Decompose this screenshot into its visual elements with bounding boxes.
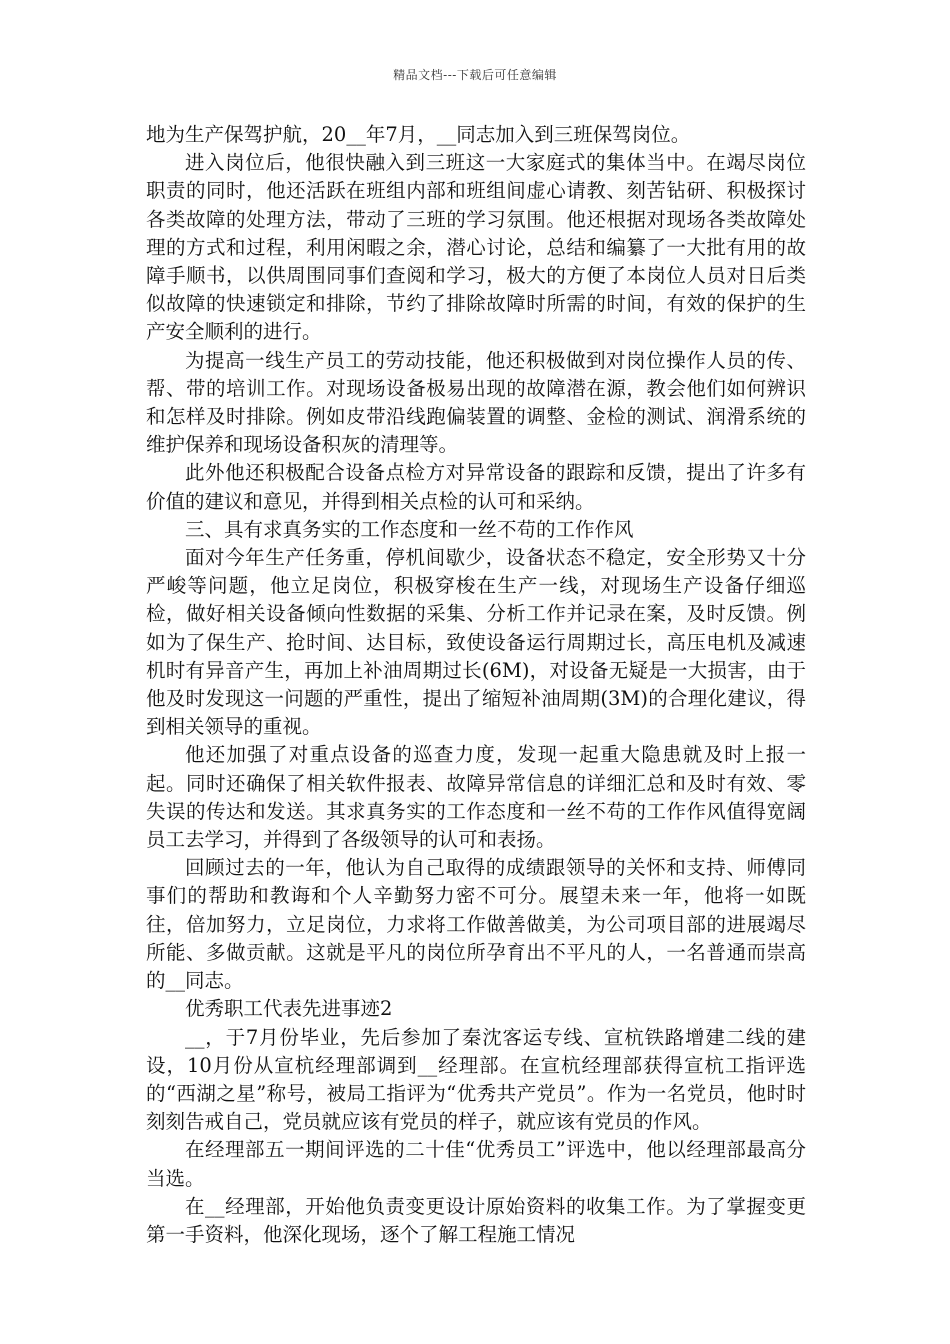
paragraph: 优秀职工代表先进事迹2 — [185, 997, 393, 1021]
paragraph: 进入岗位后，他很快融入到三班这一大家庭式的集体当中。在竭尽岗位职责的同时，他还活跃在班组内部和班组间虚心请教、刻苦钻研、积极探讨各类故障的处理方法，带动了三班的学习氛围。他还根据对现场各类故障处理的方式和过程，利用闲暇之余，潜心讨论，总结和编纂了一大批有用的故障手顺书，以供周围同事们查阅和学习，极大的方便了本岗位人员对日后类似故障的快速锁定和排除，节约了排除故障时所需的时间，有效的保护的生产安全顺利的进行。 — [146, 151, 806, 344]
paragraph: __，于7月份毕业，先后参加了秦沈客运专线、宣杭铁路增建二线的建设，10月份从宣杭经理部调到__经理部。在宣杭经理部获得宣杭工指评选的“西湖之星”称号，被局工指评为“优秀共产党员”。作为一名党员，他时时刻刻告戒自己，党员就应该有党员的样子，就应该有党员的作风。 — [146, 1025, 806, 1134]
paragraph: 地为生产保驾护航，20__年7月，__同志加入到三班保驾岗位。 — [146, 123, 691, 146]
paragraph: 在__经理部，开始他负责变更设计原始资料的收集工作。为了掌握变更第一手资料，他深化现场，逐个了解工程施工情况 — [146, 1194, 806, 1246]
paragraph: 为提高一线生产员工的劳动技能，他还积极做到对岗位操作人员的传、帮、带的培训工作。对现场设备极易出现的故障潜在源，教会他们如何辨识和怎样及时排除。例如皮带沿线跑偏装置的调整、金检的测试、润滑系统的维护保养和现场设备积灰的清理等。 — [146, 348, 806, 457]
paragraph: 此外他还积极配合设备点检方对异常设备的跟踪和反馈，提出了许多有价值的建议和意见，并得到相关点检的认可和采纳。 — [146, 461, 806, 513]
paragraph: 回顾过去的一年，他认为自己取得的成绩跟领导的关怀和支持、师傅同事们的帮助和教诲和个人辛勤努力密不可分。展望未来一年，他将一如既往，倍加努力，立足岗位，力求将工作做善做美，为公司项目部的进展竭尽所能、多做贡献。这就是平凡的岗位所孕育出不平凡的人，一名普通而崇高的__同志。 — [146, 856, 806, 993]
paragraph: 三、具有求真务实的工作态度和一丝不苟的工作作风 — [185, 517, 634, 541]
paragraph: 面对今年生产任务重，停机间歇少，设备状态不稳定，安全形势又十分严峻等问题，他立足岗位，积极穿梭在生产一线，对现场生产设备仔细巡检，做好相关设备倾向性数据的采集、分析工作并记录在案，及时反馈。例如为了保生产、抢时间、达目标，致使设备运行周期过长，高压电机及减速机时有异音产生，再加上补油周期过长(6M)，对设备无疑是一大损害，由于他及时发现这一问题的严重性，提出了缩短补油周期(3M)的合理化建议，得到相关领导的重视。 — [146, 546, 806, 739]
paragraph: 在经理部五一期间评选的二十佳“优秀员工”评选中，他以经理部最高分当选。 — [146, 1138, 806, 1190]
paragraph: 他还加强了对重点设备的巡查力度，发现一起重大隐患就及时上报一起。同时还确保了相关软件报表、故障异常信息的详细汇总和及时有效、零失误的传达和发送。其求真务实的工作态度和一丝不苟的工作作风值得宽阔员工去学习，并得到了各级领导的认可和表扬。 — [146, 743, 806, 852]
page-header: 精品文档---下载后可任意编辑 — [393, 68, 557, 82]
document-body — [146, 121, 806, 1249]
